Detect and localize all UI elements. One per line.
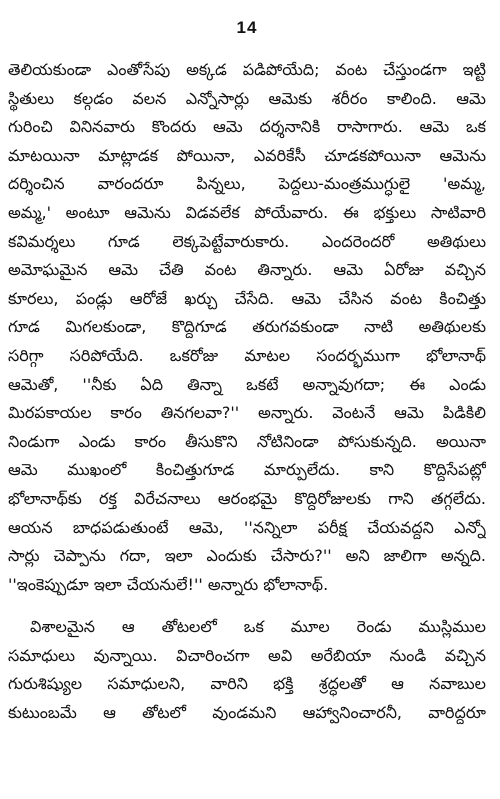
text-line: సరిగ్గా సరిపోయేది. ఒకరోజు మాటల సందర్భముగా భోలానాథ్ — [8, 345, 486, 365]
text-line: సమాధులు వున్నాయి. విచారించగా అవి అరేబియా నుండి వచ్చిన — [8, 645, 486, 665]
text-line: ఆమెతో, ''నీకు ఏది తిన్నా ఒకటే అన్నావుగదా; ఈ ఎండు — [8, 374, 486, 394]
text-line: నిండుగా ఎండు కారం తీసుకొని నోటినిండా పోసుకున్నది. అయినా — [8, 431, 486, 451]
text-line: ఆయన బాధపడుతుంటే ఆమె, ''నన్నిలా పరీక్ష చేయవద్దని ఎన్నో — [8, 517, 486, 537]
text-line: అమోఘమైన ఆమె చేతి వంట తిన్నారు. ఆమె ఏరోజు వచ్చిన — [8, 260, 486, 280]
text-line: ఆమె ముఖంలో కించిత్తుగూడ మార్పులేదు. కాని కొద్దిసేపట్లో — [8, 460, 486, 480]
text-line: మాటయినా మాట్లాడక పోయినా, ఎవరికేసీ చూడకపోయినా ఆమెను — [8, 145, 486, 165]
text-line: విశాలమైన ఆ తోటలలో ఒక మూల రెండు ముస్లిముల — [30, 617, 486, 637]
text-line: కుటుంబమే ఆ తోటలో వుండమని ఆహ్వానించారనీ, వారిద్దరూ — [8, 703, 486, 723]
text-line: సార్లు చెప్పాను గదా, ఇలా ఎందుకు చేసారు?'' అని జాలిగా అన్నది. — [8, 546, 486, 566]
text-line: తెలియకుండా ఎంతోసేపు అక్కడ పడిపోయేది; వంట చేస్తుండగా ఇట్టి — [8, 60, 486, 79]
text-line: గురుశిష్యుల సమాధులని, వారిని భక్తి శ్రద్ధలతో ఆ నవాబుల — [8, 674, 486, 694]
text-line: మిరపకాయల కారం తినగలవా?'' అన్నారు. వెంటనే ఆమె పిడికిలి — [8, 403, 486, 423]
text-line: గురించి వినినవారు కొందరు ఆమె దర్శనానికి రాసాగారు. ఆమె ఒక — [8, 117, 486, 137]
text-line: గూడ మిగలకుండా, కొద్దిగూడ తరుగవకుండా నాటి అతిథులకు — [8, 317, 486, 337]
text-line: అమ్మ,' అంటూ ఆమెను విడవలేక పోయేవారు. ఈ భక్తులు సాటివారి — [8, 202, 486, 222]
text-line: భోలానాథ్‌కు రక్త విరేచనాలు ఆరంభమై కొద్దిరోజులకు గాని తగ్గలేదు. — [8, 488, 486, 508]
text-line: దర్శించిన వారందరూ పిన్నలు, పెద్దలు-మంత్రముగ్ధులై 'అమ్మ, — [8, 174, 486, 194]
paragraph-2 — [8, 613, 486, 727]
page-number: 14 — [236, 18, 258, 37]
text-line: కవిమర్శలు గూడ లెక్కపెట్టేవారుకారు. ఎందరెందరో అతిథులు — [8, 231, 486, 251]
paragraph-1 — [8, 56, 486, 599]
text-line: కూరలు, పండ్లు ఆరోజే ఖర్చు చేసేది. ఆమె చేసిన వంట కించిత్తు — [8, 288, 486, 308]
text-line: స్థితులు కల్గడం వలన ఎన్నోసార్లు ఆమెకు శరీరం కాలింది. ఆమె — [8, 88, 486, 108]
paragraph-gap — [8, 599, 486, 613]
text-line: ''ఇంకెప్పుడూ ఇలా చేయనులే!'' అన్నారు భోలానాథ్. — [8, 574, 329, 594]
